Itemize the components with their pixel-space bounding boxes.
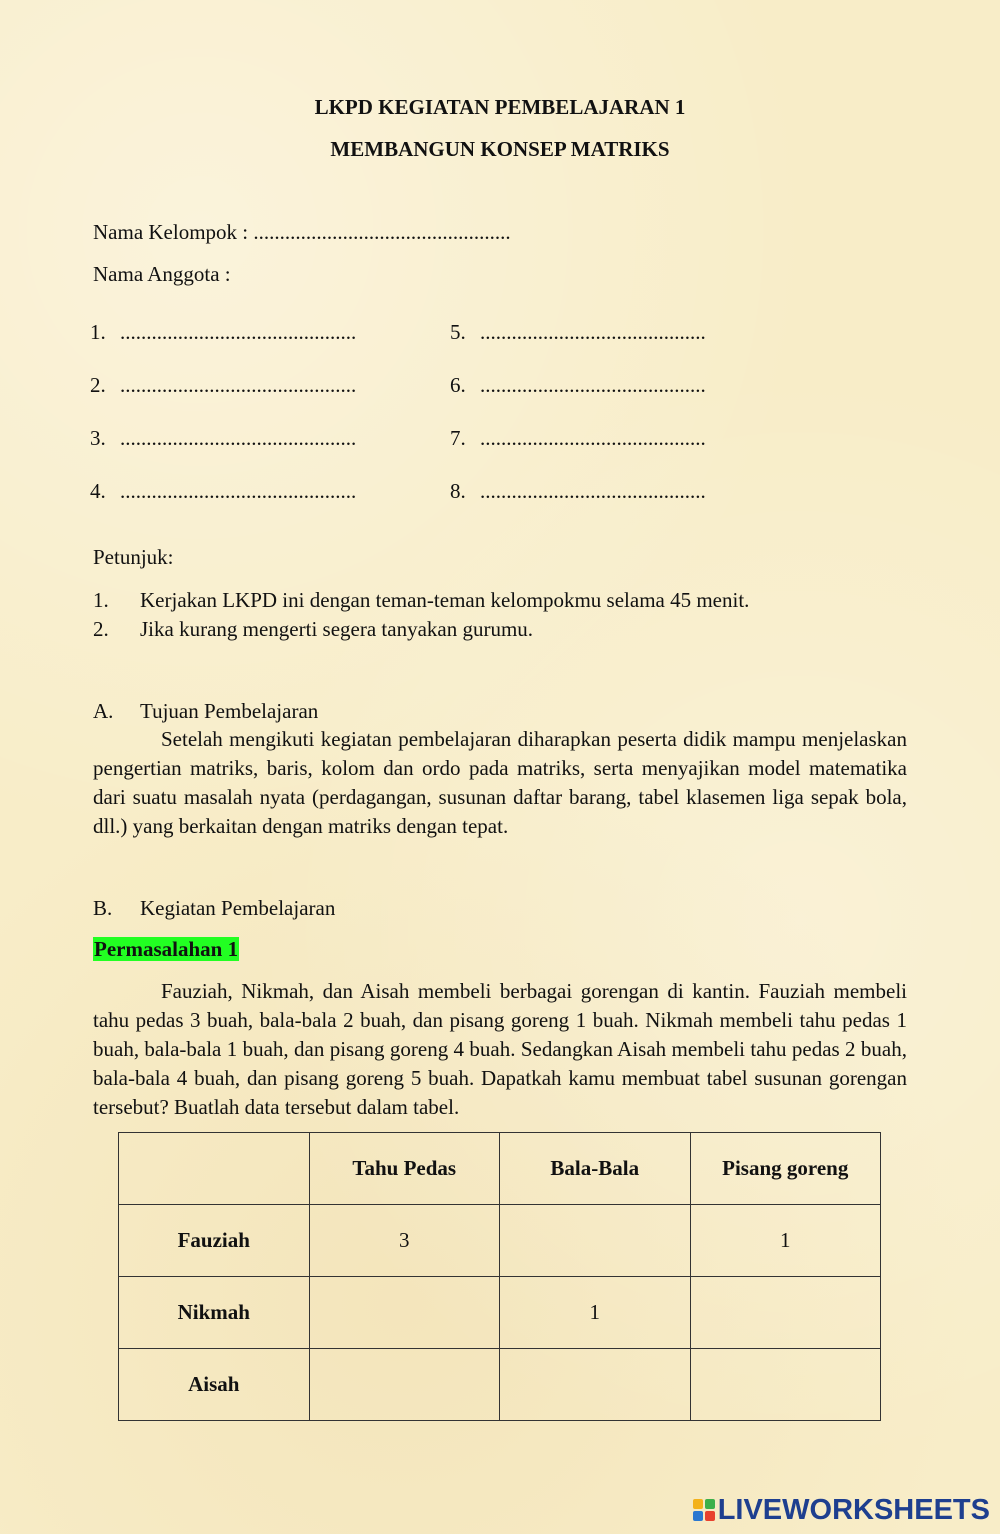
- logo-grid-icon: [693, 1499, 715, 1521]
- problem-body: [93, 977, 907, 1122]
- section-a-text: Setelah mengikuti kegiatan pembelajaran diharapkan peserta didik mampu menjelaskan pengertian matriks, baris, kolom dan ordo pada matriks, serta menyajikan model matematika dari suatu masalah nyata (perdagangan, susunan daftar barang, tabel klasemen liga sepak bola, dll.) yang berkaitan dengan matriks dengan tepat.: [93, 727, 907, 838]
- member-field[interactable]: ...........................................: [480, 373, 706, 397]
- problem-text: Fauziah, Nikmah, dan Aisah membeli berbagai gorengan di kantin. Fauziah membeli tahu pedas 3 buah, bala-bala 2 buah, dan pisang goreng 1 buah. Nikmah membeli tahu pedas 1 buah, bala-bala 1 buah, dan pisang goreng 4 buah. Sedangkan Aisah membeli tahu pedas 2 buah, bala-bala 4 buah, dan pisang goreng 5 buah. Dapatkah kamu membuat tabel susunan gorengan tersebut? Buatlah data tersebut dalam tabel.: [93, 979, 907, 1119]
- table-cell-input[interactable]: 1: [500, 1277, 691, 1349]
- problem-label: [93, 937, 239, 962]
- liveworksheets-logo: [693, 1490, 990, 1530]
- table-cell-input[interactable]: [500, 1205, 691, 1277]
- member-number: 7.: [450, 426, 466, 450]
- group-name-field[interactable]: Nama Kelompok : .................................................: [93, 220, 511, 244]
- table-row-header: Nikmah: [119, 1277, 310, 1349]
- instruction-text: Jika kurang mengerti segera tanyakan gurumu.: [140, 617, 534, 641]
- page-title: LKPD KEGIATAN PEMBELAJARAN 1: [314, 95, 686, 119]
- section-a-heading: Tujuan Pembelajaran: [140, 699, 319, 723]
- table-cell-input[interactable]: [690, 1349, 881, 1421]
- table-header-row: [119, 1133, 881, 1205]
- section-a-body: [93, 725, 907, 841]
- table-header-cell: Bala-Bala: [500, 1133, 691, 1205]
- section-b-heading: Kegiatan Pembelajaran: [140, 896, 336, 920]
- table-row: [119, 1277, 881, 1349]
- member-number: 4.: [90, 479, 106, 503]
- member-number: 2.: [90, 373, 106, 397]
- table-cell-input[interactable]: [690, 1277, 881, 1349]
- table-header-cell: [119, 1133, 310, 1205]
- member-number: 5.: [450, 320, 466, 344]
- section-b-letter: B.: [93, 896, 113, 920]
- table-row-header: Fauziah: [119, 1205, 310, 1277]
- table-header-cell: Pisang goreng: [690, 1133, 881, 1205]
- instruction-text: Kerjakan LKPD ini dengan teman-teman kelompokmu selama 45 menit.: [140, 588, 750, 612]
- table-cell-input[interactable]: [309, 1349, 500, 1421]
- table-cell-input[interactable]: [309, 1277, 500, 1349]
- instruction-number: 1.: [93, 588, 109, 612]
- member-number: 1.: [90, 320, 106, 344]
- member-field[interactable]: .............................................: [120, 373, 357, 397]
- table-cell-input[interactable]: [500, 1349, 691, 1421]
- table-header-cell: Tahu Pedas: [309, 1133, 500, 1205]
- members-label: Nama Anggota :: [93, 262, 231, 286]
- member-field[interactable]: ...........................................: [480, 320, 706, 344]
- member-number: 6.: [450, 373, 466, 397]
- table-row: [119, 1205, 881, 1277]
- member-number: 3.: [90, 426, 106, 450]
- member-field[interactable]: ...........................................: [480, 479, 706, 503]
- table-row-header: Aisah: [119, 1349, 310, 1421]
- table-cell-input[interactable]: 1: [690, 1205, 881, 1277]
- logo-text: LIVEWORKSHEETS: [717, 1493, 990, 1526]
- section-a-letter: A.: [93, 699, 114, 723]
- member-field[interactable]: .............................................: [120, 479, 357, 503]
- member-number: 8.: [450, 479, 466, 503]
- table-cell-input[interactable]: 3: [309, 1205, 500, 1277]
- member-field[interactable]: .............................................: [120, 426, 357, 450]
- table-row: [119, 1349, 881, 1421]
- member-field[interactable]: ...........................................: [480, 426, 706, 450]
- instructions-label: Petunjuk:: [93, 545, 174, 569]
- instruction-number: 2.: [93, 617, 109, 641]
- page-subtitle: MEMBANGUN KONSEP MATRIKS: [330, 137, 670, 161]
- gorengan-table: [118, 1132, 881, 1421]
- problem-label-highlight: Permasalahan 1: [94, 937, 239, 961]
- member-field[interactable]: .............................................: [120, 320, 357, 344]
